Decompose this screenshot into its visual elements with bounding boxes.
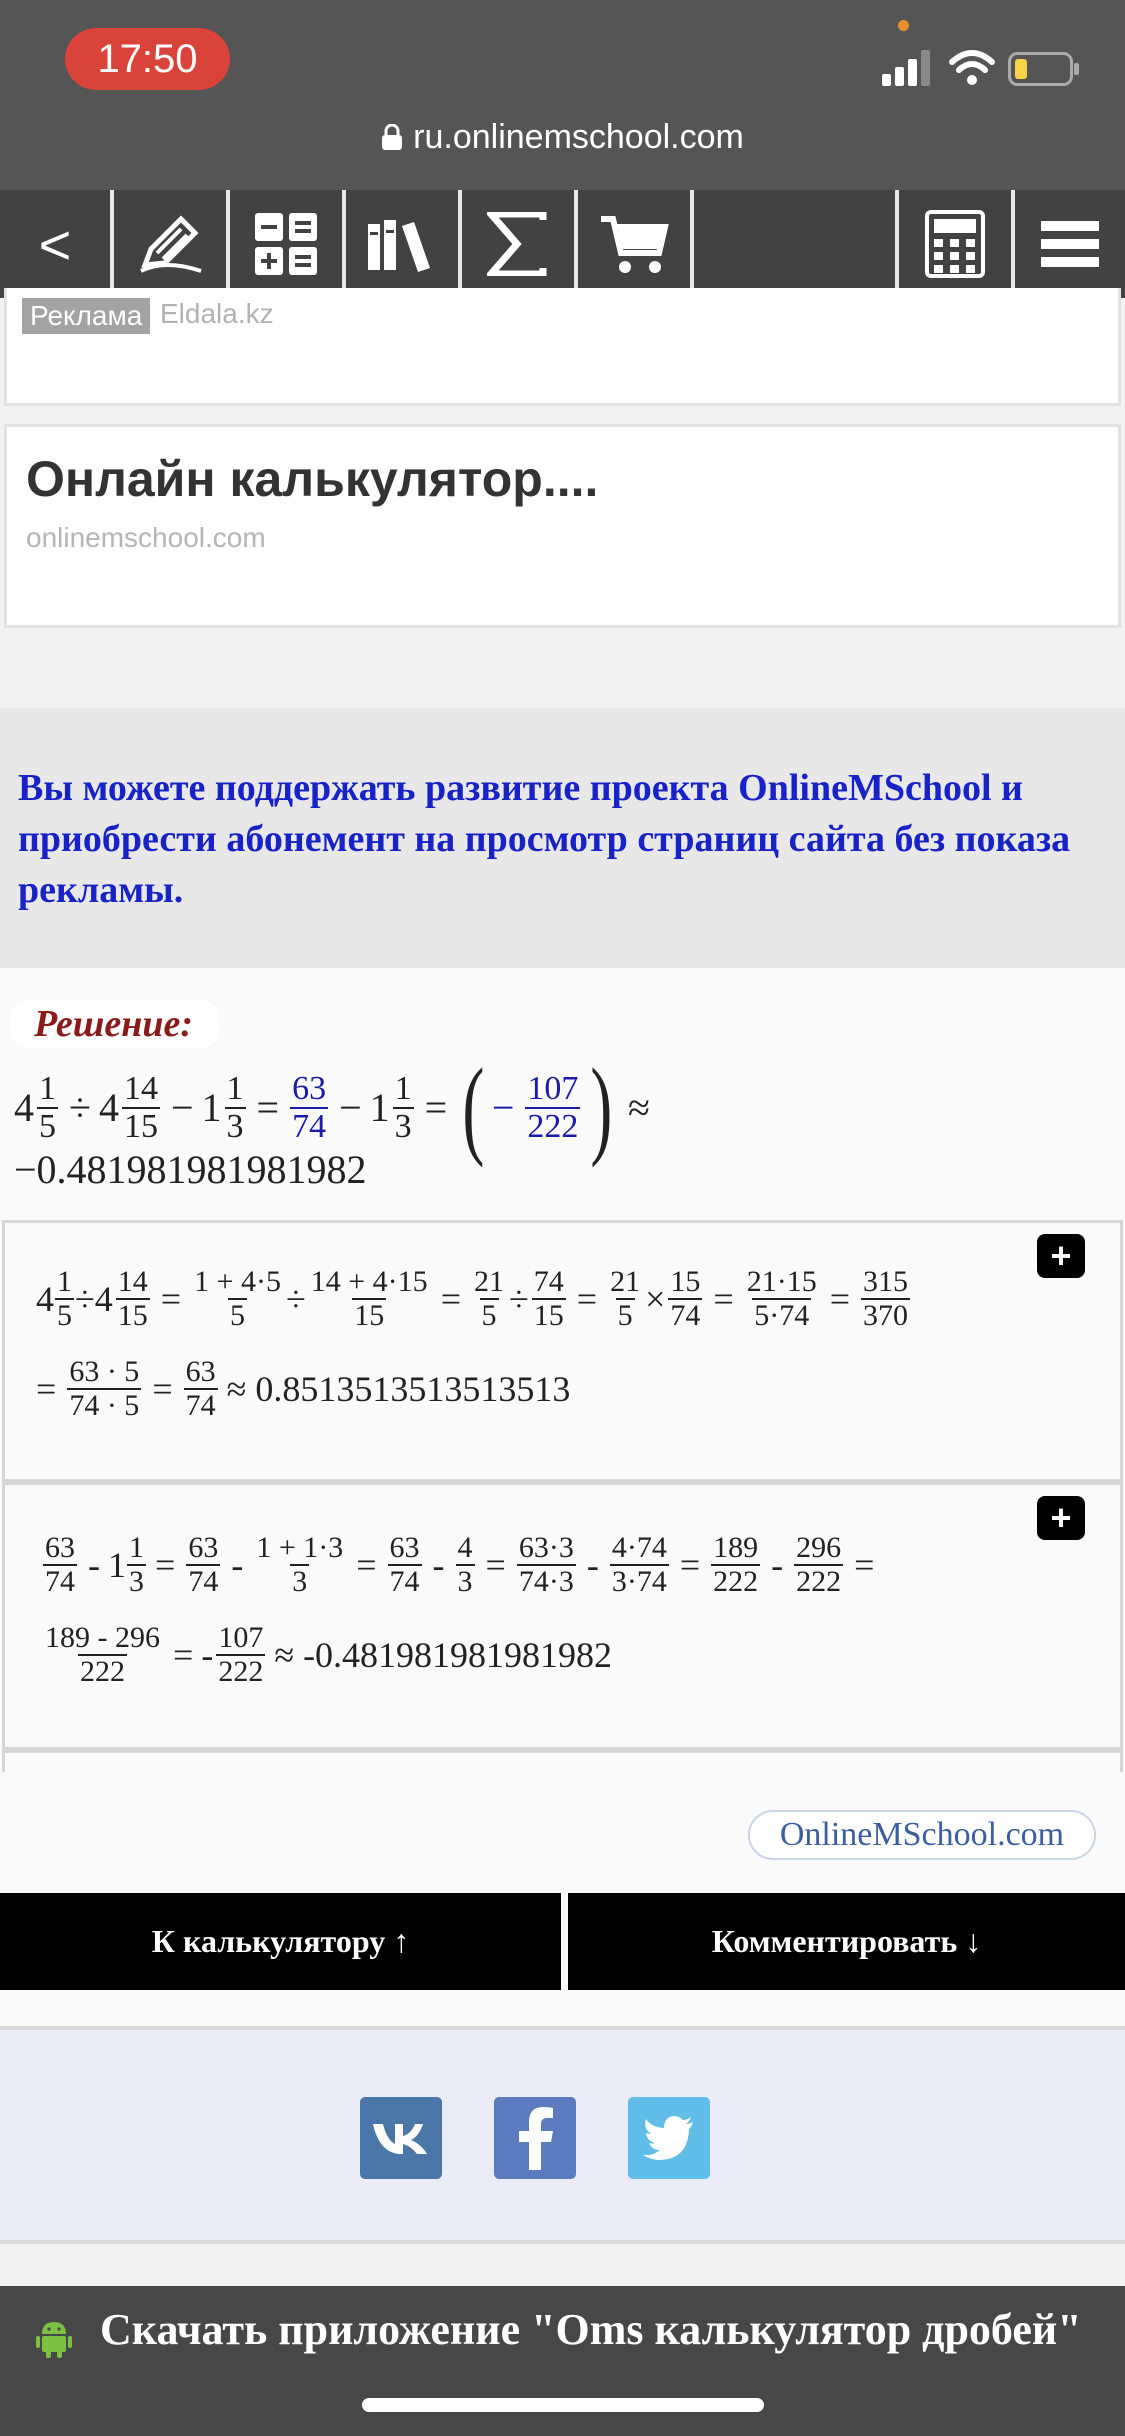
comment-button[interactable]: Комментировать ↓ [568,1893,1125,1990]
brand-link[interactable]: OnlineMSchool.com [748,1810,1096,1860]
step-1-line-2: = $\frac{63 \cdot 5}{74 \cdot 5}$ = $\frac{63}{74}$ ≈ 0.8513513513513513 [36,1355,571,1422]
step-panel-2 [2,1482,1123,1750]
result-decimal: −0.481981981981982 [14,1147,367,1192]
url-text: ru.onlinemschool.com [413,118,744,156]
cart-icon [599,213,669,275]
sigma-icon [487,212,549,276]
twitter-icon [643,2116,695,2160]
mic-indicator [898,20,909,31]
status-time: 17:50 [65,28,230,90]
download-app-text: Скачать приложение "Oms калькулятор дробей" [100,2305,1082,2354]
library-button[interactable] [346,190,458,298]
calculator-button[interactable] [899,190,1011,298]
books-icon [366,216,438,272]
expand-step-2-button[interactable]: + [1037,1496,1085,1540]
cellular-signal-icon [882,50,934,86]
step-2-line-1: $\frac{63}{74}$ - 1 $\frac{1}{3}$ = $\frac{63}{74}$ - $\frac{1 + 1\cdot 3}{3}$ = $\frac{63}{74}$ - $\frac{4}{3}$ = $\frac{63\cdot 3}{74\cdot 3}$ - $\frac{4\cdot 74}{3\cdot 74}$ = $\frac{189}{222}$ - $\frac{296}{222}$ = [45,1531,875,1598]
battery-icon [1008,52,1080,86]
calculator-ops-icon [253,211,319,277]
shop-button[interactable] [578,190,690,298]
sum-button[interactable] [462,190,574,298]
step-panel-3 [2,1750,1123,1772]
twitter-share-button[interactable] [628,2097,710,2179]
edit-tool-button[interactable] [114,190,226,298]
pencil-icon [135,213,205,275]
solution-main-equation: 4 $\frac{1}{5}$ ÷ 4 $\frac{14}{15}$ − 1 $\frac{1}{3}$ = $\frac{63}{74}$ − 1 $\frac{1}{3}$ = ( − $\frac{107}{222}$ ) ≈ [14,1046,650,1168]
vk-share-button[interactable] [360,2097,442,2179]
math-ops-button[interactable] [230,190,342,298]
wifi-icon [948,48,996,86]
ad-domain: onlinemschool.com [26,522,266,553]
menu-icon [1039,219,1101,269]
ad-source[interactable]: Eldala.kz [160,298,274,329]
intermediate-result: $\frac{63}{74}$ [292,1069,327,1145]
support-banner [0,708,1125,968]
home-indicator [362,2398,764,2412]
address-bar[interactable] [0,118,1125,157]
menu-button[interactable] [1015,190,1125,298]
ad-title[interactable]: Онлайн калькулятор.... [26,451,599,507]
calculator-icon [925,210,985,278]
step-1-line-1: 4 $\frac{1}{5}$ ÷ 4 $\frac{14}{15}$ = $\frac{1 + 4\cdot 5}{5}$ ÷ $\frac{14 + 4\cdot 15}{15}$ = $\frac{21}{5}$ ÷ $\frac{74}{15}$ = $\frac{21}{5}$ × $\frac{15}{74}$ = $\frac{21\cdot 15}{5\cdot 74}$ = $\frac{315}{370}$ [36,1265,909,1332]
lock-icon [381,124,403,150]
expand-step-1-button[interactable]: + [1037,1234,1085,1278]
step-panel-1 [2,1220,1123,1482]
ad-tag: Реклама [22,298,150,334]
facebook-icon [515,2106,555,2170]
final-result: $\frac{107}{222}$ [527,1069,579,1145]
download-app-banner[interactable] [0,2286,1125,2436]
back-label: < [38,212,72,276]
solution-label: Решение: [10,1000,219,1048]
back-button[interactable] [0,190,110,298]
to-calculator-button[interactable]: К калькулятору ↑ [0,1893,561,1990]
vk-icon [371,2120,431,2156]
step-2-line-2: $\frac{189 - 296}{222}$ = - $\frac{107}{222}$ ≈ -0.481981981981982 [45,1621,613,1688]
support-text[interactable]: Вы можете поддержать развитие проекта OnlineMSchool и приобрести абонемент на просмотр страниц сайта без показа рекламы. [18,767,1071,911]
toolbar-divider [690,190,694,298]
facebook-share-button[interactable] [494,2097,576,2179]
